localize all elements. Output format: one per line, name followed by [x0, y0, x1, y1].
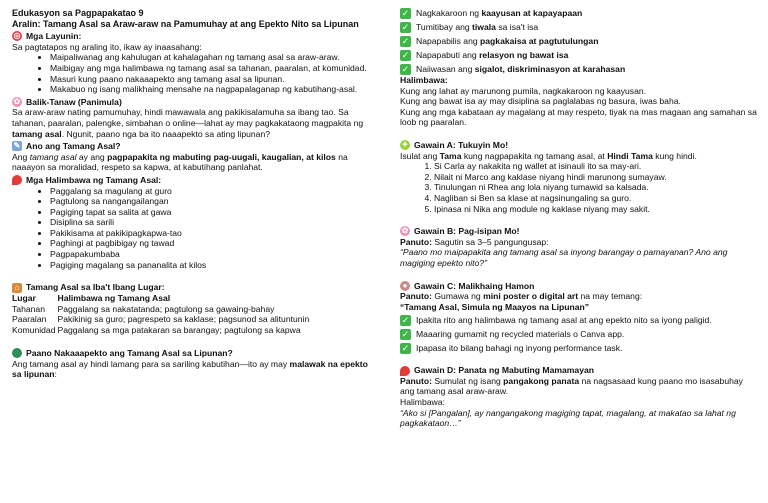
left-column	[12, 8, 374, 380]
effect-bold: kaayusan at kapayapaan	[481, 8, 583, 19]
gawain-c-check-item	[400, 343, 758, 354]
epekto-heading	[12, 348, 374, 359]
effect-pre: Napapabilis ang	[416, 36, 481, 47]
checkmark-icon: ✓	[401, 50, 410, 60]
table-cell-example: Paggalang sa nakatatanda; pagtulong sa gawaing-bahay	[57, 303, 275, 314]
subject-title: Edukasyon sa Pagpapakatao 9	[12, 8, 144, 18]
ano-text	[12, 152, 374, 173]
gawain-c-heading	[400, 281, 758, 292]
gawain-c-bold: mini poster o digital art	[483, 291, 579, 302]
epekto-heading-text: Paano Nakaaapekto ang Tamang Asal sa Lipunan?	[26, 348, 233, 359]
table-header-lugar: Lugar	[12, 292, 36, 303]
lesson-label: Aralin:	[12, 18, 41, 29]
list-item: 3. Tinulungan ni Rhea ang lola niyang tumawid sa kalsada.	[434, 182, 758, 193]
layunin-heading-text: Mga Layunin:	[26, 31, 82, 42]
ano-heading-text: Ano ang Tamang Asal?	[26, 141, 121, 152]
ano-mid: ay ang	[76, 151, 108, 162]
gawain-a-list	[400, 161, 758, 214]
effect-pre: Tumitibay ang	[416, 22, 473, 33]
gawain-a-tama: Tama	[439, 150, 462, 161]
gawain-d-example-label: Halimbawa:	[400, 397, 445, 408]
halimbawa-list	[12, 186, 374, 271]
lesson-name: Tamang Asal sa Araw-araw na Pamumuhay at ang Epekto Nito sa Lipunan	[43, 18, 359, 29]
effect-text	[416, 50, 568, 61]
effect-bold: tiwala	[472, 22, 496, 33]
list-item: • Paggalang sa magulang at guro	[50, 186, 374, 197]
table-header-halimbawa: Halimbawa ng Tamang Asal	[57, 292, 171, 303]
school-icon: ⌂	[12, 283, 22, 293]
gawain-c-theme: “Tamang Asal, Simula ng Maayos na Lipunan”	[400, 301, 590, 312]
panuto-label: Panuto:	[400, 236, 432, 247]
list-item: • Makabuo ng isang malikhaing mensahe na nagpapalaganap ng kabutihang-asal.	[50, 84, 374, 95]
gawain-b-panuto	[400, 237, 758, 248]
lugar-table	[12, 293, 315, 336]
balik-tanaw-heading-text: Balik-Tanaw (Panimula)	[26, 96, 122, 107]
globe-icon	[12, 348, 22, 358]
gawain-b-heading	[400, 226, 758, 237]
list-item: • Pakikisama at pakikipagkapwa-tao	[50, 228, 374, 239]
right-column	[400, 8, 758, 429]
balik-tanaw-text-a: Sa araw-araw nating pamumuhay, hindi mawawala ang pakikisalamuha sa ibang tao. Sa tahanan, paaralan, palengke, simbahan o online—lahat ay may pagkakataong magpakita ng	[12, 107, 364, 128]
effect-text	[416, 8, 582, 19]
gawain-a-intro-d: kung hindi.	[652, 150, 697, 161]
table-cell-place: Paaralan	[12, 314, 47, 325]
target-icon: ◎	[13, 31, 21, 41]
gawain-b-heading-text: Gawain B: Pag-isipan Mo!	[414, 226, 520, 237]
epekto-text-a: Ang tamang asal ay hindi lamang para sa sariling kabutihan—ito ay may	[12, 358, 290, 369]
gawain-d-post: na nagsasaad kung paano mo isasabuhay ang tamang asal araw-araw.	[400, 375, 743, 397]
list-item: 2. Nilait ni Marco ang kaklase niyang hindi marunong sumayaw.	[434, 172, 758, 183]
halimbawa-line: Kung ang lahat ay marunong pumila, nagkakaroon ng kaayusan.	[400, 85, 647, 96]
checkmark-icon: ✓	[401, 343, 410, 354]
gawain-a-heading-text: Gawain A: Tukuyin Mo!	[414, 139, 509, 150]
epekto-bold: malawak na epekto sa lipunan	[12, 358, 368, 380]
checkmark-icon: ✓	[401, 22, 410, 32]
gawain-c-check-item	[400, 329, 758, 340]
gawain-c-check-text: Maaaring gumamit ng recycled materials o Canva app.	[416, 329, 625, 340]
ano-heading	[12, 141, 374, 152]
gawain-c-check-text: Ipapasa ito bilang bahagi ng inyong performance task.	[416, 343, 623, 354]
effect-text	[416, 36, 598, 47]
layunin-heading	[12, 31, 374, 42]
panuto-label: Panuto:	[400, 375, 432, 386]
table-cell-place: Komunidad	[12, 325, 56, 336]
effect-text	[416, 22, 538, 33]
list-item: • Pagiging magalang sa pananalita at kilos	[50, 260, 374, 271]
balik-tanaw-text	[12, 107, 374, 139]
list-item: 1. Si Carla ay nakakita ng wallet at isinauli ito sa may-ari.	[434, 161, 758, 172]
gawain-a-intro-c: kung nagpapakita ng tamang asal, at	[461, 150, 608, 161]
gawain-c-check-text: Ipakita rito ang halimbawa ng tamang asal at ang epekto nito sa iyong paligid.	[416, 315, 712, 326]
list-item: • Pagiging tapat sa salita at gawa	[50, 207, 374, 218]
effect-pre: Napapabuti ang	[416, 50, 480, 61]
checkmark-icon: ✓	[401, 315, 410, 326]
effect-bold: sigalot, diskriminasyon at karahasan	[474, 64, 626, 75]
effect-item	[400, 36, 758, 47]
effect-item	[400, 50, 758, 61]
gawain-d-heading-text: Gawain D: Panata ng Mabuting Mamamayan	[414, 365, 595, 376]
gawain-a-intro-a: Isulat ang	[400, 150, 440, 161]
gawain-b-panuto-text: Sagutin sa 3–5 pangungusap:	[431, 236, 549, 247]
effect-item	[400, 64, 758, 75]
art-palette-icon: ●	[400, 281, 410, 291]
gawain-d-heading	[400, 365, 758, 376]
list-item: • Maipaliwanag ang kahulugan at kahalagahan ng tamang asal sa araw-araw.	[50, 52, 374, 63]
gawain-d-bold: pangakong panata	[503, 375, 580, 386]
table-row	[12, 325, 315, 336]
halimbawa-line: Kung ang bawat isa ay may disiplina sa paglalabas ng basura, iwas baha.	[400, 96, 681, 107]
pushpin-icon	[12, 175, 22, 185]
list-item: • Disiplina sa sarili	[50, 217, 374, 228]
table-row	[12, 304, 315, 315]
balik-tanaw-bold: tamang asal	[12, 128, 62, 139]
table-header-row	[12, 293, 315, 304]
brain-icon: ✿	[13, 97, 21, 107]
memo-icon: ✎	[13, 141, 21, 151]
gawain-d-pre: Sumulat ng isang	[431, 375, 504, 386]
effect-pre: Naiiwasan ang	[416, 64, 475, 75]
list-item: • Masuri kung paano nakaaapekto ang tamang asal sa lipunan.	[50, 74, 374, 85]
checkmark-icon: ✓	[401, 36, 410, 46]
table-row	[12, 314, 315, 325]
effect-post: sa isa't isa	[495, 22, 539, 33]
gawain-b-question: “Paano mo maipapakita ang tamang asal sa inyong barangay o pamayanan? Ano ang magiging epekto nito?”	[400, 247, 728, 268]
list-item: • Maibigay ang mga halimbawa ng tamang asal sa tahanan, paaralan, at komunidad.	[50, 63, 374, 74]
panuto-label: Panuto:	[400, 291, 432, 302]
lugar-heading	[12, 282, 374, 293]
halimbawa-heading-text: Mga Halimbawa ng Tamang Asal:	[26, 174, 162, 185]
list-item: • Paghingi at pagbibigay ng tawad	[50, 238, 374, 249]
effect-text	[416, 64, 625, 75]
halimbawa-heading	[12, 175, 374, 186]
list-item: • Pagpapakumbaba	[50, 249, 374, 260]
brain-icon: ✿	[401, 226, 409, 236]
gawain-a-intro	[400, 151, 758, 162]
effect-bold: relasyon ng bawat isa	[479, 50, 569, 61]
table-cell-place: Tahanan	[12, 303, 45, 314]
checkmark-icon: ✓	[401, 8, 410, 18]
gawain-d-example: “Ako si [Pangalan], ay nangangakong magiging tapat, magalang, at makatao sa lahat ng pagkakataon…”	[400, 407, 736, 429]
gawain-c-check-item	[400, 315, 758, 326]
ano-bold: pagpapakita ng mabuting pag-uugali, kaugalian, at kilos	[107, 151, 336, 162]
pushpin-icon	[400, 366, 410, 376]
table-cell-example: Paggalang sa mga patakaran sa barangay; pagtulong sa kapwa	[57, 325, 301, 336]
ano-pre: Ang	[12, 151, 30, 162]
layunin-intro: Sa pagtatapos ng araling ito, ikaw ay inaasahang:	[12, 41, 202, 52]
list-item: 5. Ipinasa ni Nika ang module ng kaklase niyang may sakit.	[434, 204, 758, 215]
gawain-a-heading	[400, 140, 758, 151]
balik-tanaw-text-b: . Ngunit, paano nga ba ito naaapekto sa ating lipunan?	[61, 128, 271, 139]
gawain-c-post: na may temang:	[578, 291, 643, 302]
gawain-d-panuto	[400, 376, 758, 397]
epekto-text	[12, 359, 374, 380]
gawain-c-heading-text: Gawain C: Malikhaing Hamon	[414, 280, 535, 291]
gawain-c-pre: Gumawa ng	[431, 291, 484, 302]
lugar-heading-text: Tamang Asal sa Iba't Ibang Lugar:	[26, 282, 165, 293]
effect-pre: Nagkakaroon ng	[416, 8, 482, 19]
checkmark-icon: ✓	[401, 64, 410, 74]
gawain-c-panuto	[400, 291, 758, 302]
gawain-a-hindi-tama: Hindi Tama	[607, 150, 653, 161]
effect-item	[400, 22, 758, 33]
sparkle-icon: ✦	[401, 140, 409, 150]
epekto-end: :	[54, 369, 57, 380]
balik-tanaw-heading	[12, 97, 374, 108]
ano-term: tamang asal	[29, 151, 77, 162]
effect-item	[400, 8, 758, 19]
lesson-title	[12, 19, 374, 30]
ano-post: na naaayon sa moralidad, respeto sa kapwa, at kabutihang panlahat.	[12, 151, 348, 173]
checkmark-icon: ✓	[401, 329, 410, 340]
list-item: • Pagtulong sa nangangailangan	[50, 196, 374, 207]
table-cell-example: Pakikinig sa guro; pagrespeto sa kaklase; pagsunod sa alituntunin	[57, 314, 310, 325]
halimbawa-line: Kung ang mga kabataan ay magalang at may respeto, tiyak na mas magaan ang samahan sa loob ng paaralan.	[400, 106, 757, 128]
effect-bold: pagkakaisa at pagtutulungan	[480, 36, 599, 47]
list-item: 4. Nagliban si Ben sa klase at nagsinungaling sa guro.	[434, 193, 758, 204]
halimbawa-heading-2: Halimbawa:	[400, 75, 448, 85]
layunin-list	[12, 52, 374, 94]
